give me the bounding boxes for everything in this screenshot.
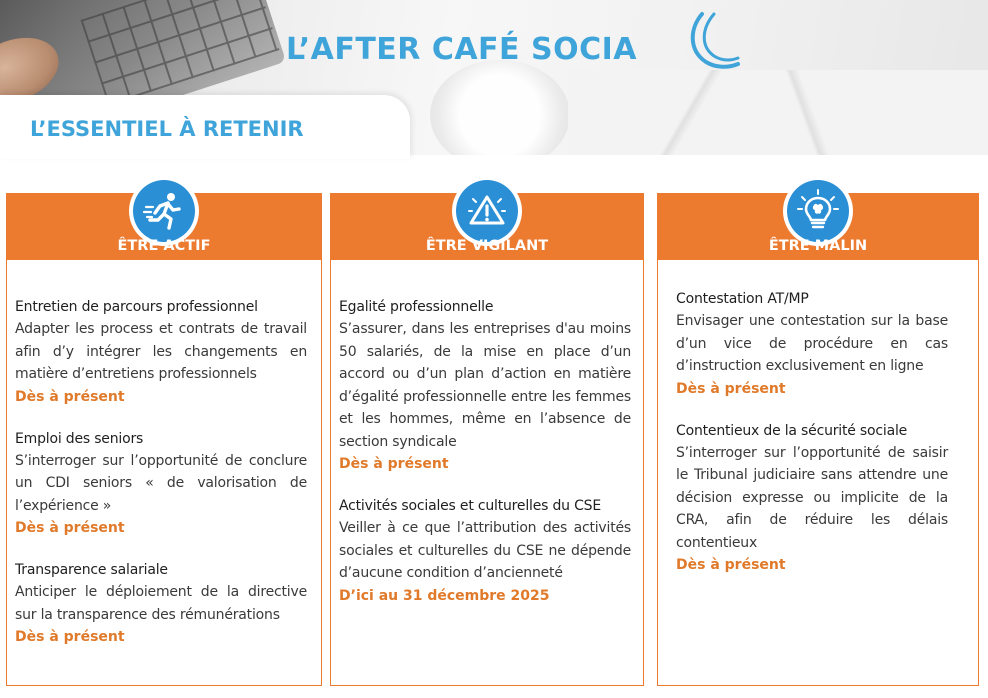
column-body xyxy=(339,296,631,627)
column-header xyxy=(331,194,643,260)
column-label: ÊTRE MALIN xyxy=(768,238,868,254)
item-description: Adapter les process et contrats de travail afin d’y intégrer les changements en matière d’entretiens professionnels xyxy=(15,321,307,382)
item-title: Activités sociales et culturelles du CSE xyxy=(339,498,601,514)
coffee-cup-photo xyxy=(430,60,570,155)
item-description: Envisager une contestation sur la base d’un vice de procédure en cas d’instruction exclusivement en ligne xyxy=(676,313,948,374)
column-etre-vigilant xyxy=(330,193,644,686)
item-title: Contestation AT/MP xyxy=(676,291,809,307)
logo-swoosh-icon xyxy=(680,10,740,72)
column-etre-actif xyxy=(6,193,322,686)
column-label: ÊTRE ACTIF xyxy=(117,238,211,254)
column-label: ÊTRE VIGILANT xyxy=(425,238,549,254)
item-description: S’assurer, dans les entreprises d'au moins 50 salariés, de la mise en place d’un accord ou d’un plan d’action en matière d’égalité professionnelle entre les femmes et les hommes, même en l’absence de section syndicale xyxy=(339,321,631,450)
item-title: Transparence salariale xyxy=(15,562,168,578)
list-item xyxy=(15,428,307,540)
list-item xyxy=(676,420,948,577)
column-header xyxy=(7,194,321,260)
item-date: Dès à présent xyxy=(15,388,125,405)
item-date: Dès à présent xyxy=(676,380,786,397)
item-date: Dès à présent xyxy=(676,557,786,573)
section-title: L’ESSENTIEL À RETENIR xyxy=(30,117,304,141)
item-description: S’interroger sur l’opportunité de saisir le Tribunal judiciaire sans attendre une décision expresse ou implicite de la CRA, afin de réduire les délais contentieux xyxy=(676,444,948,551)
item-title: Egalité professionnelle xyxy=(339,299,494,315)
column-body xyxy=(676,288,948,596)
list-item xyxy=(15,296,307,408)
list-item xyxy=(339,296,631,475)
item-description: S’interroger sur l’opportunité de conclure un CDI seniors « de valorisation de l’expérience » xyxy=(15,452,307,514)
item-title: Entretien de parcours professionnel xyxy=(15,299,258,315)
item-date: Dès à présent xyxy=(339,456,449,472)
column-header xyxy=(658,194,978,260)
item-description: Anticiper le déploiement de la directive sur la transparence des rémunérations xyxy=(15,584,307,623)
item-title: Contentieux de la sécurité sociale xyxy=(676,422,908,439)
column-etre-malin xyxy=(657,193,979,686)
item-date: Dès à présent xyxy=(15,520,125,536)
item-date: D’ici au 31 décembre 2025 xyxy=(339,587,550,604)
list-item xyxy=(339,495,631,607)
item-title: Emploi des seniors xyxy=(15,430,144,447)
page-title: L’AFTER CAFÉ SOCIA xyxy=(286,32,637,67)
column-body xyxy=(15,296,307,668)
list-item xyxy=(676,288,948,400)
item-description: Veiller à ce que l’attribution des activités sociales et culturelles du CSE ne dépende d’aucune condition d’ancienneté xyxy=(339,520,631,581)
list-item xyxy=(15,559,307,648)
item-date: Dès à présent xyxy=(15,629,125,645)
